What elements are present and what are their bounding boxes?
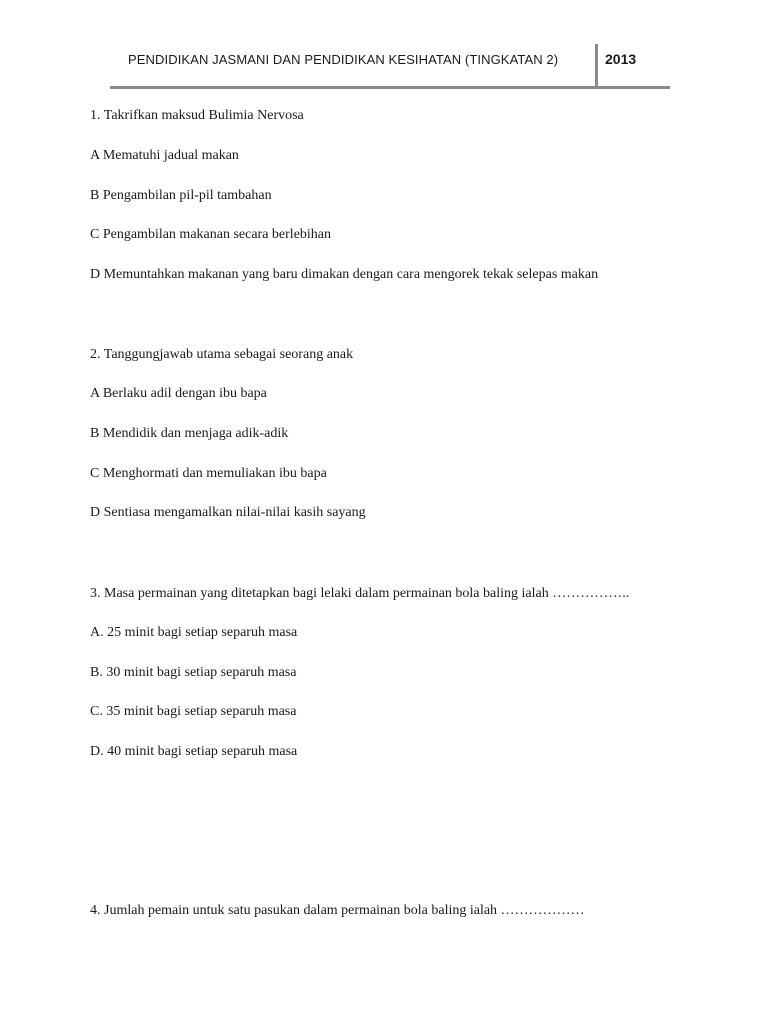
- question-stem: 3. Masa permainan yang ditetapkan bagi lelaki dalam permainan bola baling ialah ……………..: [90, 586, 630, 601]
- answer-option: C Pengambilan makanan secara berlebihan: [90, 227, 332, 242]
- answer-option: C Menghormati dan memuliakan ibu bapa: [90, 466, 327, 481]
- question-stem: 2. Tanggungjawab utama sebagai seorang anak: [90, 347, 354, 362]
- answer-option: A Berlaku adil dengan ibu bapa: [90, 386, 267, 401]
- answer-option: D. 40 minit bagi setiap separuh masa: [90, 744, 298, 759]
- answer-option: D Sentiasa mengamalkan nilai-nilai kasih sayang: [90, 505, 366, 520]
- header-divider: [595, 44, 598, 87]
- question-stem: 1. Takrifkan maksud Bulimia Nervosa: [90, 108, 304, 123]
- header-year: 2013: [605, 51, 637, 67]
- answer-option: D Memuntahkan makanan yang baru dimakan dengan cara mengorek tekak selepas makan: [90, 267, 599, 282]
- answer-option: B Pengambilan pil-pil tambahan: [90, 188, 272, 203]
- header-rule: [110, 86, 670, 89]
- question-stem: 4. Jumlah pemain untuk satu pasukan dalam permainan bola baling ialah ………………: [90, 903, 585, 918]
- answer-option: A Mematuhi jadual makan: [90, 148, 239, 163]
- answer-option: A. 25 minit bagi setiap separuh masa: [90, 625, 298, 640]
- page-header: [110, 44, 670, 88]
- answer-option: B Mendidik dan menjaga adik-adik: [90, 426, 289, 441]
- header-title: PENDIDIKAN JASMANI DAN PENDIDIKAN KESIHATAN (TINGKATAN 2): [128, 52, 559, 67]
- answer-option: B. 30 minit bagi setiap separuh masa: [90, 665, 297, 680]
- answer-option: C. 35 minit bagi setiap separuh masa: [90, 704, 297, 719]
